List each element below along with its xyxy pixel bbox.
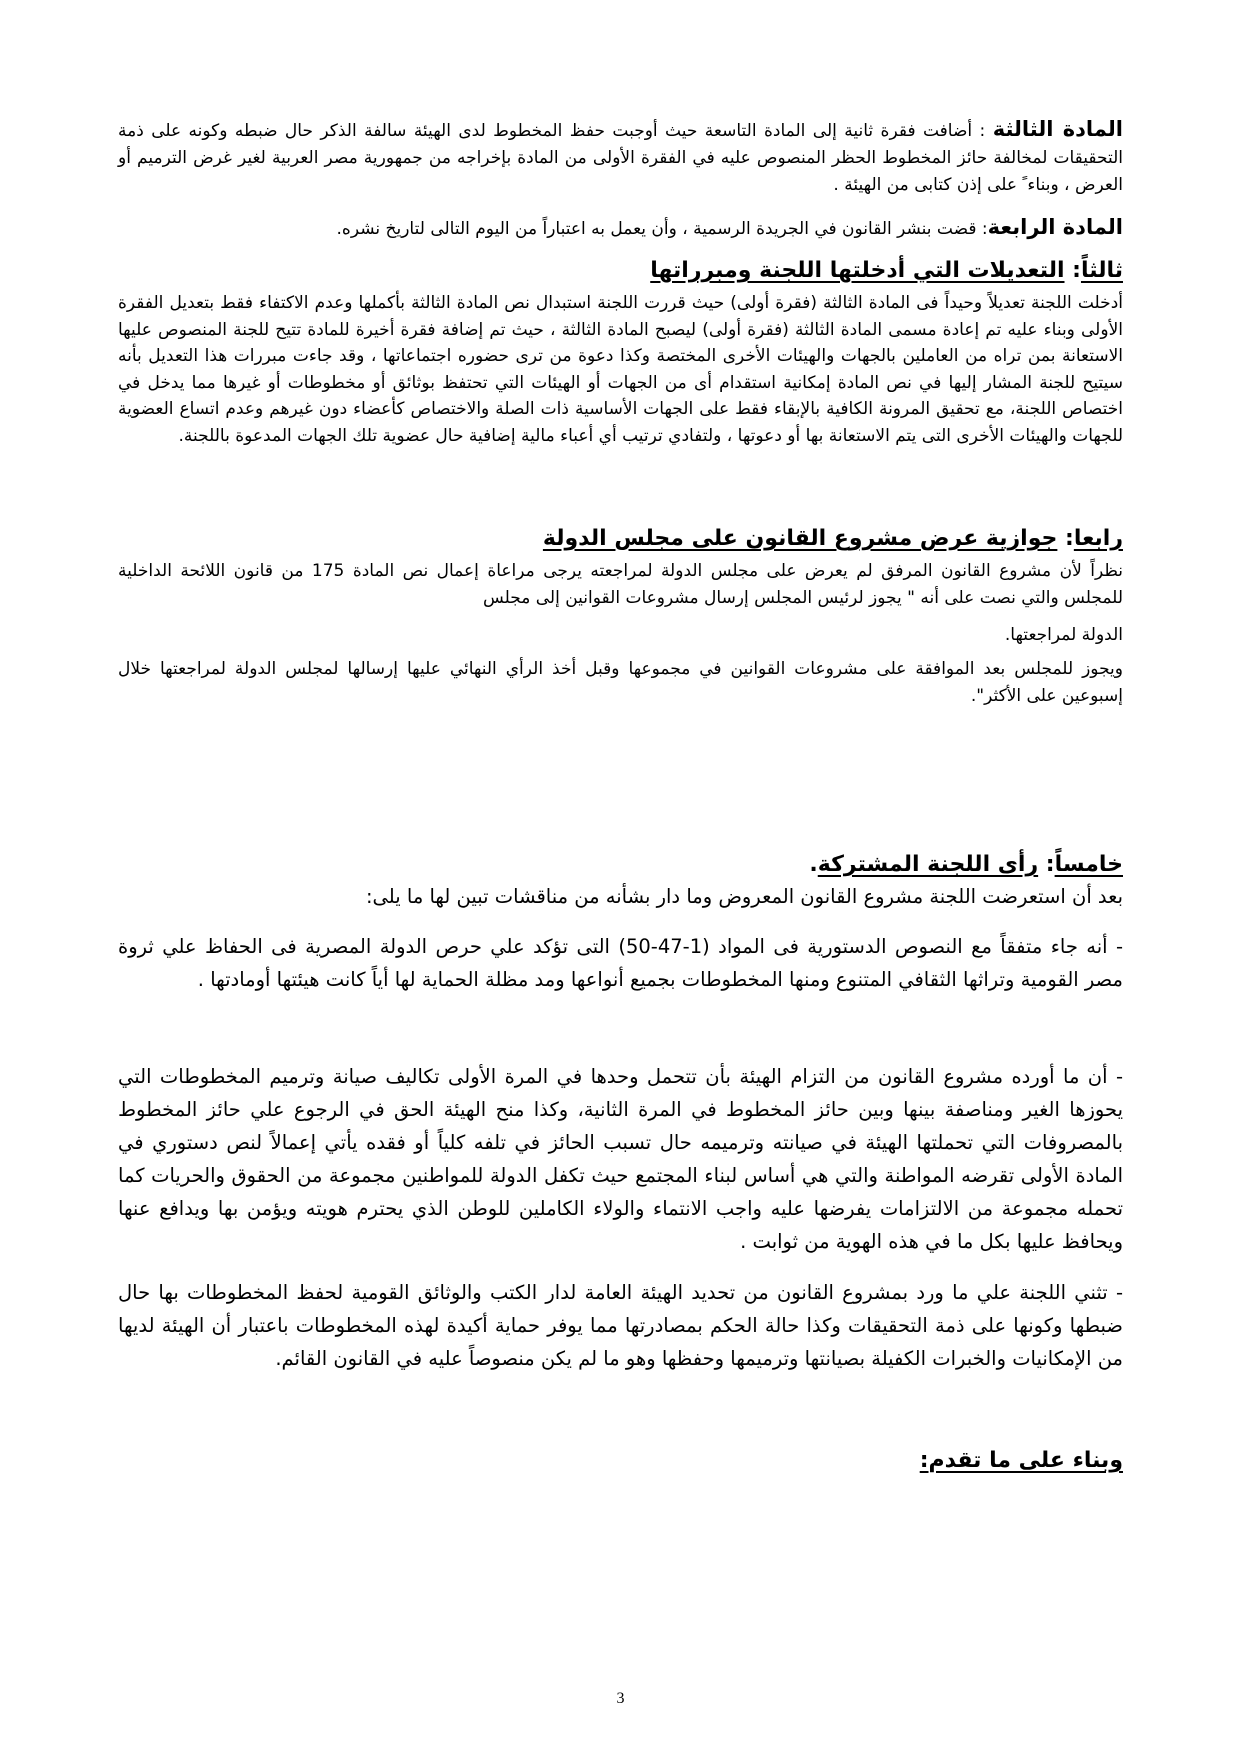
- article-3-separator: :: [972, 121, 993, 141]
- section-3-title: التعديلات التي أدخلتها اللجنة ومبرراتها: [650, 258, 1065, 283]
- section-3-prefix: ثالثاً: [1080, 258, 1123, 283]
- section-4-heading: [118, 524, 1123, 554]
- section-5-title: رأى اللجنة المشتركة: [817, 852, 1039, 877]
- conclusion-title: وبناء على ما تقدم: [928, 1448, 1123, 1473]
- section-4-title: جوازية عرض مشروع القانون على مجلس الدولة: [542, 526, 1058, 551]
- section-4-prefix: رابعا: [1073, 526, 1123, 551]
- opinion-point-1: - أنه جاء متفقاً مع النصوص الدستورية فى المواد (1-47-50) التى تؤكد علي حرص الدولة المصرية فى الحفاظ علي ثروة مصر القومية وتراثها الثقافي المتنوع ومنها المخطوطات بجميع أنواعها ومد مظلة الحماية لها أياً كانت هيئتها أومادتها .: [118, 935, 1124, 991]
- article-4-text: قضت بنشر القانون في الجريدة الرسمية ، وأن يعمل به اعتباراً من اليوم التالى لتاريخ نشره.: [336, 219, 977, 239]
- section-4-paragraph-1: نظراً لأن مشروع القانون المرفق لم يعرض على مجلس الدولة لمراجعته يرجى مراعاة إعمال نص المادة 175 من قانون اللائحة الداخلية للمجلس والتي نصت على أنه " يجوز لرئيس المجلس إرسال مشروعات القوانين إلى مجلس: [118, 561, 1123, 608]
- page-number: 3: [616, 1690, 625, 1707]
- article-3-text: أضافت فقرة ثانية إلى المادة التاسعة حيث أوجبت حفظ المخطوط لدى الهيئة سالفة الذكر حال ضبطه وكونه على ذمة التحقيقات لمخالفة حائز المخطوط الحظر المنصوص عليه في الفقرة الأولى من المادة بإخراجه من جمهورية مصر العربية لغير غرض الترميم أو العرض ، وبناء ً على إذن كتابى من الهيئة .: [118, 121, 1123, 195]
- conclusion-separator: :: [919, 1448, 929, 1473]
- section-4-paragraph-2: ويجوز للمجلس بعد الموافقة على مشروعات القوانين في مجموعها وقبل أخذ الرأي النهائي عليها إرسالها لمجلس الدولة لمراجعتها خلال إسبوعين على الأكثر".: [118, 659, 1123, 706]
- section-3-separator: :: [1064, 258, 1081, 283]
- section-4-paragraph-1-end: الدولة لمراجعتها.: [1004, 625, 1123, 645]
- section-5-heading: [118, 850, 1123, 880]
- section-5-title-end: .: [809, 852, 818, 877]
- section-5-separator: :: [1038, 852, 1055, 877]
- article-3-label: المادة الثالثة: [992, 117, 1123, 141]
- opinion-point-3: - تثني اللجنة علي ما ورد بمشروع القانون من تحديد الهيئة العامة لدار الكتب والوثائق القومية لحفظ المخطوطات بها حال ضبطها وكونها على ذمة التحقيقات وكذا حالة الحكم بمصادرتها مما يوفر حماية أكيدة لهذه المخطوطات باعتبار أن الهيئة لديها من الإمكانيات والخبرات الكفيلة بصيانتها وترميمها وحفظها وهو ما لم يكن منصوصاً عليه في القانون القائم.: [118, 1281, 1123, 1370]
- opinion-point-2: - أن ما أورده مشروع القانون من التزام الهيئة بأن تتحمل وحدها في المرة الأولى تكاليف صيانة وترميم المخطوطات التي يحوزها الغير ومناصفة بينها وبين حائز المخطوط في المرة الثانية، وكذا منح الهيئة الحق في الرجوع علي حائز المخطوط بالمصروفات التي تحملتها الهيئة في صيانته وترميمه حال تسبب الحائز في تلفه كلياً أو فقده يأتي إعمالاً لنص دستوري في المادة الأولى تقرضه المواطنة والتي هي أساس لبناء المجتمع حيث تكفل الدولة للمواطنين مجموعة من الحقوق والحريات كما تحمله مجموعة من الالتزامات يفرضها عليه واجب الانتماء والولاء الكاملين للوطن الذي يحترم هويته ويؤمن بها ويدافع عنها ويحافظ عليها بكل ما في هذه الهوية من ثوابت .: [118, 1065, 1123, 1253]
- article-4-paragraph: [118, 214, 1123, 243]
- section-5-intro: بعد أن استعرضت اللجنة مشروع القانون المعروض وما دار بشأنه من مناقشات تبين لها ما يلى:: [365, 885, 1123, 908]
- section-3-text: أدخلت اللجنة تعديلاً وحيداً فى المادة الثالثة (فقرة أولى) حيث قررت اللجنة استبدال نص المادة الثالثة بأكملها وعدم الاكتفاء فقط بتعديل الفقرة الأولى وبناء عليه تم إعادة مسمى المادة الثالثة (فقرة أولى) ليصبح المادة الثالثة ، حيث تم إضافة فقرة أخيرة للمادة تتيح للجنة المنصوص عليها الاستعانة بمن تراه من العاملين بالجهات والهيئات الأخرى المختصة وكذا دعوة من ترى حضوره اجتماعاتها ، وقد جاءت مبررات هذا التعديل بأنه سيتيح للجنة المشار إليها في نص المادة إمكانية استقدام أى من الجهات أو الهيئات التي تحتفظ بوثائق أو مخطوطات أو غيرها مما يدخل في اختصاص اللجنة، مع تحقيق المرونة الكافية بالإبقاء فقط على الجهات الأساسية ذات الصلة والاختصاص كأعضاء دون غيرهم وعدم اتساع العضوية للجهات والهيئات الأخرى التى يتم الاستعانة بها أو دعوتها ، ولتفادي ترتيب أي أعباء مالية إضافية حال عضوية تلك الجهات المدعوة باللجنة.: [118, 293, 1123, 446]
- section-4-separator: :: [1057, 526, 1074, 551]
- article-4-label: المادة الرابعة: [987, 215, 1123, 239]
- section-5-prefix: خامساً: [1054, 852, 1123, 877]
- article-3-paragraph: [118, 116, 1123, 199]
- conclusion-heading: [118, 1446, 1123, 1476]
- section-3-heading: [118, 256, 1123, 286]
- article-4-separator: :: [976, 219, 988, 239]
- document-page: [118, 0, 1123, 1754]
